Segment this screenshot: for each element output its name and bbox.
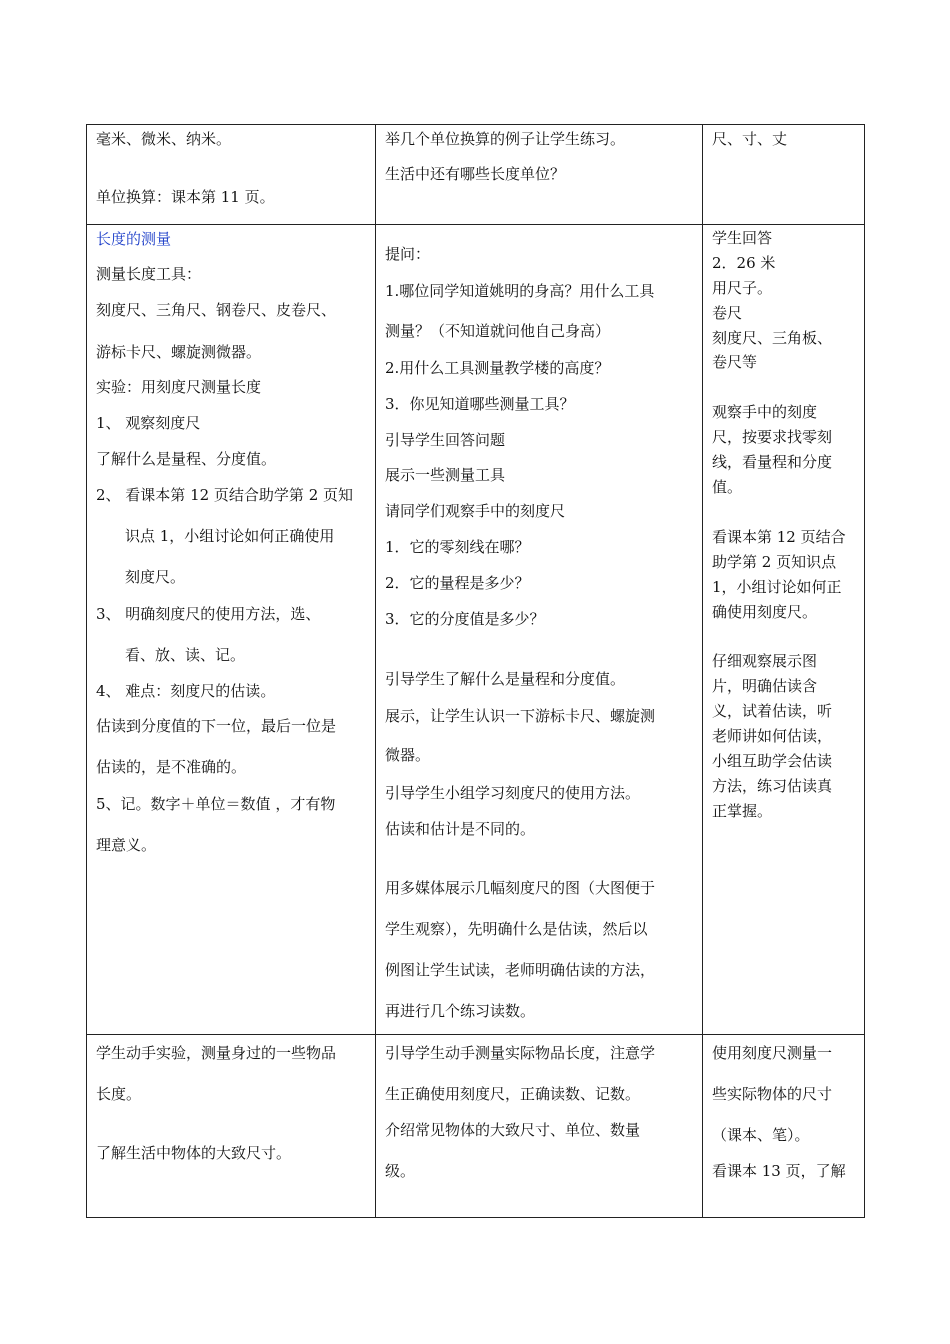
content-line: 看、放、读、记。 bbox=[125, 646, 246, 664]
teacher-line: 引导学生动手测量实际物品长度，注意学 bbox=[385, 1044, 656, 1062]
student-line: 老师讲如何估读， bbox=[712, 727, 833, 745]
teacher-line: 1.哪位同学知道姚明的身高？用什么工具 bbox=[385, 282, 655, 300]
student-line: 线，看量程和分度 bbox=[712, 453, 833, 471]
teacher-line: 估读和估计是不同的。 bbox=[385, 820, 536, 838]
teacher-line: 级。 bbox=[385, 1162, 416, 1180]
student-line: 助学第 2 页知识点 bbox=[712, 553, 837, 571]
teacher-line: 提问： bbox=[385, 245, 431, 263]
table-row bbox=[87, 125, 865, 225]
student-line: 值。 bbox=[712, 478, 743, 496]
student-line: 卷尺等 bbox=[712, 353, 758, 371]
teacher-line: 3．你见知道哪些测量工具？ bbox=[385, 395, 575, 413]
section-heading-link[interactable]: 长度的测量 bbox=[96, 230, 172, 248]
teacher-line: 请同学们观察手中的刻度尺 bbox=[385, 502, 566, 520]
student-line: 用尺子。 bbox=[712, 279, 773, 297]
teacher-line: 生正确使用刻度尺，正确读数、记数。 bbox=[385, 1085, 641, 1103]
content-line: 1、 观察刻度尺 bbox=[96, 414, 201, 432]
content-cell bbox=[87, 125, 376, 225]
content-line: 毫米、微米、纳米。 bbox=[96, 130, 232, 148]
content-line: 识点 1，小组讨论如何正确使用 bbox=[125, 527, 335, 545]
student-line: 确使用刻度尺。 bbox=[712, 603, 818, 621]
content-line: 3、 明确刻度尺的使用方法，选、 bbox=[96, 605, 321, 623]
content-line: 了解生活中物体的大致尺寸。 bbox=[96, 1144, 292, 1162]
content-cell bbox=[87, 1035, 376, 1218]
content-line: 理意义。 bbox=[96, 836, 157, 854]
content-line: 刻度尺、三角尺、钢卷尺、皮卷尺、 bbox=[96, 301, 337, 319]
student-line: 正掌握。 bbox=[712, 802, 773, 820]
teacher-line: 2．它的量程是多少？ bbox=[385, 574, 530, 592]
teacher-line: 引导学生小组学习刻度尺的使用方法。 bbox=[385, 784, 641, 802]
content-line: 测量长度工具： bbox=[96, 265, 202, 283]
student-line: 小组互助学会估读 bbox=[712, 752, 833, 770]
student-line: 卷尺 bbox=[712, 304, 743, 322]
teacher-line: 3．它的分度值是多少？ bbox=[385, 610, 545, 628]
teacher-activity-cell bbox=[376, 225, 703, 1035]
student-line: 使用刻度尺测量一 bbox=[712, 1044, 833, 1062]
content-line: 单位换算：课本第 11 页。 bbox=[96, 188, 275, 206]
teacher-activity-cell bbox=[376, 125, 703, 225]
teacher-line: 微器。 bbox=[385, 746, 431, 764]
student-activity-cell bbox=[703, 1035, 865, 1218]
teacher-activity-cell bbox=[376, 1035, 703, 1218]
student-line: 尺，按要求找零刻 bbox=[712, 428, 833, 446]
student-line: 学生回答 bbox=[712, 229, 773, 247]
content-line: 4、 难点：刻度尺的估读。 bbox=[96, 682, 276, 700]
teacher-line: 展示，让学生认识一下游标卡尺、螺旋测 bbox=[385, 707, 656, 725]
student-activity-cell bbox=[703, 125, 865, 225]
student-line: 些实际物体的尺寸 bbox=[712, 1085, 833, 1103]
teacher-line: 学生观察），先明确什么是估读，然后以 bbox=[385, 920, 648, 938]
teacher-line: 用多媒体展示几幅刻度尺的图（大图便于 bbox=[385, 879, 656, 897]
student-line: 义，试着估读，听 bbox=[712, 702, 833, 720]
student-line: 刻度尺、三角板、 bbox=[712, 329, 833, 347]
teacher-line: 展示一些测量工具 bbox=[385, 466, 506, 484]
teacher-line: 介绍常见物体的大致尺寸、单位、数量 bbox=[385, 1121, 641, 1139]
content-cell bbox=[87, 225, 376, 1035]
content-line: 学生动手实验，测量身过的一些物品 bbox=[96, 1044, 337, 1062]
teacher-line: 举几个单位换算的例子让学生练习。 bbox=[385, 130, 626, 148]
table-row bbox=[87, 225, 865, 1035]
student-line: （课本、笔）。 bbox=[712, 1126, 810, 1144]
teacher-line: 引导学生回答问题 bbox=[385, 431, 506, 449]
teacher-line: 例图让学生试读，老师明确估读的方法， bbox=[385, 961, 656, 979]
content-line: 长度。 bbox=[96, 1085, 142, 1103]
content-line: 了解什么是量程、分度值。 bbox=[96, 450, 277, 468]
student-activity-cell bbox=[703, 225, 865, 1035]
content-line: 估读的，是不准确的。 bbox=[96, 758, 247, 776]
content-line: 刻度尺。 bbox=[125, 568, 186, 586]
content-line: 2、 看课本第 12 页结合助学第 2 页知 bbox=[96, 486, 354, 504]
student-line: 看课本第 12 页结合 bbox=[712, 528, 846, 546]
student-line: 看课本 13 页，了解 bbox=[712, 1162, 846, 1180]
student-line: 观察手中的刻度 bbox=[712, 403, 818, 421]
teacher-line: 再进行几个练习读数。 bbox=[385, 1002, 536, 1020]
teacher-line: 1．它的零刻线在哪？ bbox=[385, 538, 530, 556]
teacher-line: 生活中还有哪些长度单位？ bbox=[385, 165, 566, 183]
content-line: 估读到分度值的下一位，最后一位是 bbox=[96, 717, 337, 735]
student-line: 尺、寸、丈 bbox=[712, 130, 788, 148]
content-line: 游标卡尺、螺旋测微器。 bbox=[96, 343, 262, 361]
content-line: 实验：用刻度尺测量长度 bbox=[96, 378, 262, 396]
student-line: 方法，练习估读真 bbox=[712, 777, 833, 795]
student-line: 仔细观察展示图 bbox=[712, 652, 818, 670]
teacher-line: 2.用什么工具测量教学楼的高度？ bbox=[385, 359, 610, 377]
content-line: 5、记。数字＋单位＝数值 ，才有物 bbox=[96, 795, 336, 813]
student-line: 2．26 米 bbox=[712, 254, 776, 272]
lesson-plan-table bbox=[86, 124, 865, 1218]
student-line: 1，小组讨论如何正 bbox=[712, 578, 842, 596]
teacher-line: 引导学生了解什么是量程和分度值。 bbox=[385, 670, 626, 688]
table-row bbox=[87, 1035, 865, 1218]
teacher-line: 测量？（不知道就问他自己身高） bbox=[385, 322, 611, 340]
student-line: 片，明确估读含 bbox=[712, 677, 818, 695]
